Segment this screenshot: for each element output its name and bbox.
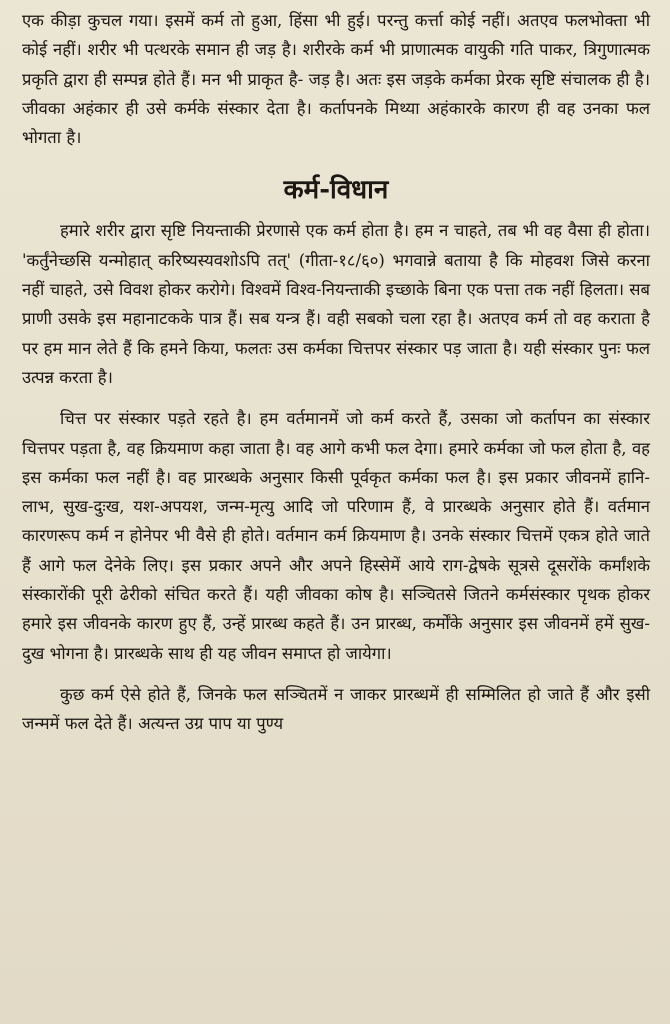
paragraph-gap (22, 392, 650, 404)
body-paragraph-2: चित्त पर संस्कार पड़ते रहते है। हम वर्तमानमें जो कर्म करते हैं, उसका जो कर्तापन का संस्कार चित्तपर पड़ता है, वह क्रियमाण कहा जाता है। वह आगे कभी फल देगा। हमारे कर्मका जो फल होता है, वह इस कर्मका फल नहीं है। वह प्रारब्धके अनुसार किसी पूर्वकृत कर्मका फल है। इस प्रकार जीवनमें हानि-लाभ, सुख-दुःख, यश-अपयश, जन्म-मृत्यु आदि जो परिणाम हैं, वे प्रारब्धके अनुसार होते हैं। वर्तमान कारणरूप कर्म न होनेपर भी वैसे ही होते। वर्तमान कर्म क्रियमाण है। उनके संस्कार चित्तमें एकत्र होते जाते हैं आगे फल देनेके लिए। इस प्रकार अपने और अपने हिस्सेमें आये राग-द्वेषके सूत्रसे दूसरोंके कर्मांशके संस्कारोंकी पूरी ढेरीको संचित करते हैं। यही जीवका कोष है। सञ्चितसे जितने कर्मसंस्कार पृथक होकर हमारे इस जीवनके कारण हुए हैं, उन्हें प्रारब्ध कहते हैं। उन प्रारब्ध, कर्मोंके अनुसार इस जीवनमें हमें सुख-दुख भोगना है। प्रारब्धके साथ ही यह जीवन समाप्त हो जायेगा। (22, 409, 650, 663)
section-heading: कर्म-विधान (283, 175, 389, 206)
paragraph-gap (22, 668, 650, 680)
body-paragraph-3: कुछ कर्म ऐसे होते हैं, जिनके फल सञ्चितमें न जाकर प्रारब्धमें ही सम्मिलित हो जाते हैं और इसी जन्ममें फल देते हैं। अत्यन्त उग्र पाप या पुण्य (22, 684, 650, 734)
intro-paragraph: एक कीड़ा कुचल गया। इसमें कर्म तो हुआ, हिंसा भी हुई। परन्तु कर्त्ता कोई नहीं। अतएव फलभोक्ता भी कोई नहीं। शरीर भी पत्थरके समान ही जड़ है। शरीरके कर्म भी प्राणात्मक वायुकी गति पाकर, त्रिगुणात्मक प्रकृति द्वारा ही सम्पन्न होते हैं। मन भी प्राकृत है- जड़ है। अतः इस जड़के कर्मका प्रेरक सृष्टि संचालक ही है। जीवका अहंकार ही उसे कर्मके संस्कार देता है। कर्तापनके मिथ्या अहंकारके कारण ही वह उनका फल भोगता है। (22, 11, 650, 148)
body-paragraph-1: हमारे शरीर द्वारा सृष्टि नियन्ताकी प्रेरणासे एक कर्म होता है। हम न चाहते, तब भी वह वैसा ही होता। 'कर्तुंनेच्छसि यन्मोहात् करिष्यस्यवशोऽपि तत्' (गीता-१८/६०) भगवान्ने बताया है कि मोहवश जिसे करना नहीं चाहते, उसे विवश होकर करोगे। विश्वमें विश्व-नियन्ताकी इच्छाके बिना एक पत्ता तक नहीं हिलता। सब प्राणी उसके इस महानाटकके पात्र हैं। सब यन्त्र हैं। वही सबको चला रहा है। अतएव कर्म तो वह कराता है पर हम मान लेते हैं कि हमने किया, फलतः उस कर्मका चित्तपर संस्कार पड़ जाता है। यही संस्कार पुनः फल उत्पन्न करता है। (22, 221, 650, 387)
